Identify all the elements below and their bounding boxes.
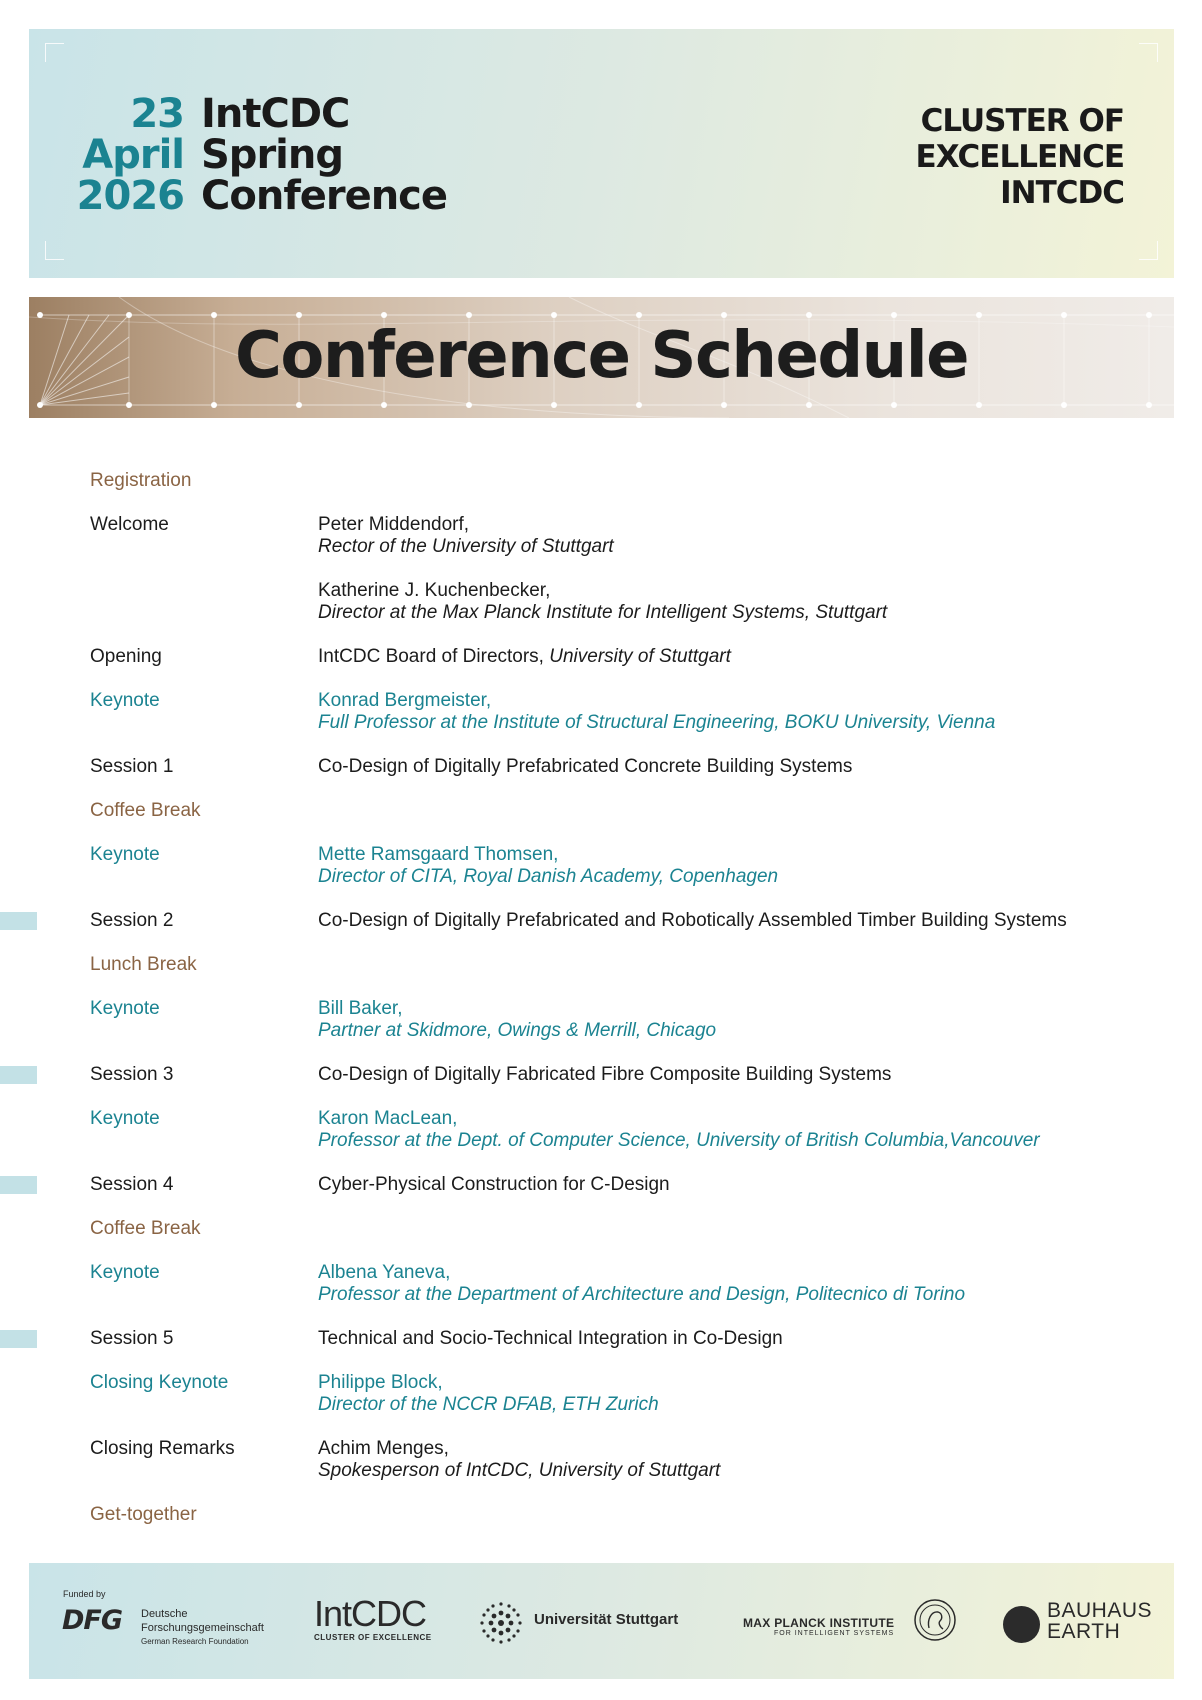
speaker-affiliation: Professor at the Department of Architecture and Design, Politecnico di Torino: [318, 1284, 966, 1305]
corner-mark: [1139, 43, 1158, 62]
session-title: Co-Design of Digitally Fabricated Fibre Composite Building Systems: [318, 1064, 892, 1085]
schedule-label: Coffee Break: [90, 800, 201, 821]
mpi-subtitle: FOR INTELLIGENT SYSTEMS: [774, 1630, 895, 1637]
schedule-row: [90, 800, 1150, 822]
speaker-name: Mette Ramsgaard Thomsen,: [318, 844, 559, 865]
schedule-row: [90, 910, 1150, 932]
conference-title-line: IntCDC: [201, 91, 350, 137]
corner-mark: [45, 241, 64, 260]
schedule-row: [90, 1504, 1150, 1526]
schedule-detail: [318, 1064, 1150, 1086]
schedule-row: [90, 998, 1150, 1042]
schedule-detail: [318, 954, 1150, 976]
schedule-label: Opening: [90, 646, 162, 667]
dfg-name-line: Deutsche: [141, 1608, 188, 1620]
schedule-detail: [318, 514, 1150, 624]
schedule-label: Keynote: [90, 1108, 160, 1129]
sponsor-footer: [29, 1563, 1174, 1679]
date-day: 23: [130, 91, 184, 137]
speaker-name: Peter Middendorf,: [318, 514, 470, 535]
date-year: 2026: [76, 173, 184, 219]
schedule-label: Lunch Break: [90, 954, 197, 975]
speaker-affiliation: Full Professor at the Institute of Structural Engineering, BOKU University, Vienna: [318, 712, 996, 733]
schedule-row: [90, 646, 1150, 668]
cluster-name-line: INTCDC: [1000, 175, 1124, 211]
session-title: Co-Design of Digitally Prefabricated and Robotically Assembled Timber Building Systems: [318, 910, 1067, 931]
schedule-label: Get-together: [90, 1504, 197, 1525]
opening-detail: [318, 646, 1150, 668]
page-title: Conference Schedule: [234, 319, 969, 393]
conference-title-line: Spring: [201, 132, 343, 178]
schedule-detail: [318, 1372, 1150, 1416]
schedule-row: [90, 470, 1150, 492]
schedule-detail: [318, 1108, 1150, 1152]
schedule-banner: [29, 297, 1174, 418]
dfg-logo: DFG: [62, 1605, 123, 1636]
funded-by-label: Funded by: [63, 1589, 106, 1599]
speaker-entry: [318, 844, 1150, 888]
schedule-label: Closing Remarks: [90, 1438, 235, 1459]
margin-tick-mark: [0, 1176, 37, 1194]
margin-tick-mark: [0, 1066, 37, 1084]
speaker-affiliation: Partner at Skidmore, Owings & Merrill, Chicago: [318, 1020, 717, 1041]
schedule-label: Session 5: [90, 1328, 174, 1349]
schedule-row: [90, 844, 1150, 888]
event-date: [76, 91, 184, 219]
speaker-entry: [318, 998, 1150, 1042]
intcdc-logo: IntCDC: [314, 1593, 427, 1634]
speaker-name: Achim Menges,: [318, 1438, 449, 1459]
corner-mark: [1139, 241, 1158, 260]
dfg-name-line: Forschungsgemeinschaft: [141, 1622, 264, 1634]
schedule-row: [90, 1262, 1150, 1306]
schedule-label: Closing Keynote: [90, 1372, 229, 1393]
speaker-name: Konrad Bergmeister,: [318, 690, 492, 711]
schedule-detail: [318, 1504, 1150, 1526]
header-banner: [29, 29, 1174, 278]
corner-mark: [45, 43, 64, 62]
schedule-row: [90, 1174, 1150, 1196]
schedule-row: [90, 756, 1150, 778]
schedule-label: Keynote: [90, 1262, 160, 1283]
speaker-affiliation: Spokesperson of IntCDC, University of Stuttgart: [318, 1460, 721, 1481]
schedule-row: [90, 1372, 1150, 1416]
bauhaus-earth-line: BAUHAUS: [1047, 1599, 1153, 1622]
bauhaus-earth-line: EARTH: [1047, 1620, 1121, 1643]
cluster-name-line: EXCELLENCE: [915, 139, 1124, 175]
margin-tick-mark: [0, 1330, 37, 1348]
speaker-entry: [318, 690, 1150, 734]
margin-tick-mark: [0, 912, 37, 930]
mpi-seal-icon: [913, 1598, 957, 1647]
speaker-name: Bill Baker,: [318, 998, 403, 1019]
conference-title-line: Conference: [201, 173, 448, 219]
schedule-label: Welcome: [90, 514, 169, 535]
speaker-affiliation: Director of CITA, Royal Danish Academy, Copenhagen: [318, 866, 779, 887]
schedule-row: [90, 514, 1150, 624]
schedule-label: Session 4: [90, 1174, 174, 1195]
schedule-label: Coffee Break: [90, 1218, 201, 1239]
bauhaus-earth-dot-icon: [1003, 1606, 1040, 1643]
mpi-name: MAX PLANCK INSTITUTE: [743, 1616, 895, 1630]
schedule-row: [90, 1438, 1150, 1482]
speaker-entry: [318, 1438, 1150, 1482]
schedule-label: Keynote: [90, 998, 160, 1019]
speaker-affiliation: Director of the NCCR DFAB, ETH Zurich: [318, 1394, 659, 1415]
date-month: April: [82, 132, 184, 178]
schedule-list: [90, 470, 1150, 1548]
schedule-detail: [318, 1174, 1150, 1196]
schedule-label: Session 1: [90, 756, 174, 777]
schedule-row: [90, 1328, 1150, 1350]
speaker-entry: [318, 1262, 1150, 1306]
cluster-name-line: CLUSTER OF: [920, 103, 1124, 139]
speaker-entry: [318, 1372, 1150, 1416]
speaker-entry: [318, 514, 1150, 558]
session-title: Cyber-Physical Construction for C-Design: [318, 1174, 670, 1195]
schedule-detail: [318, 1438, 1150, 1482]
speaker-name: Albena Yaneva,: [318, 1262, 451, 1283]
session-title: Technical and Socio-Technical Integration in Co-Design: [318, 1328, 783, 1349]
schedule-row: [90, 1108, 1150, 1152]
schedule-detail: [318, 800, 1150, 822]
schedule-label: Registration: [90, 470, 192, 491]
schedule-detail: [318, 998, 1150, 1042]
session-title: Co-Design of Digitally Prefabricated Concrete Building Systems: [318, 756, 853, 777]
speaker-name: Katherine J. Kuchenbecker,: [318, 580, 551, 601]
schedule-row: [90, 1064, 1150, 1086]
schedule-detail: [318, 1328, 1150, 1350]
dfg-name: [141, 1607, 264, 1635]
opening-name: IntCDC Board of Directors,: [318, 646, 544, 667]
schedule-detail: [318, 470, 1150, 492]
schedule-row: [90, 690, 1150, 734]
speaker-affiliation: Director at the Max Planck Institute for Intelligent Systems, Stuttgart: [318, 602, 888, 623]
speaker-entry: [318, 580, 1150, 624]
schedule-detail: [318, 690, 1150, 734]
schedule-detail: [318, 1218, 1150, 1240]
schedule-detail: [318, 756, 1150, 778]
schedule-row: [90, 954, 1150, 976]
schedule-row: [90, 1218, 1150, 1240]
dfg-english-name: German Research Foundation: [141, 1637, 249, 1646]
speaker-name: Philippe Block,: [318, 1372, 443, 1393]
cluster-name: [916, 103, 1124, 211]
schedule-detail: [318, 844, 1150, 888]
speaker-entry: [318, 1108, 1150, 1152]
bauhaus-earth-name: [1047, 1600, 1152, 1642]
schedule-label: Keynote: [90, 844, 160, 865]
schedule-label: Session 3: [90, 1064, 174, 1085]
schedule-detail: [318, 646, 1150, 668]
intcdc-logo-subtitle: CLUSTER OF EXCELLENCE: [314, 1633, 432, 1642]
schedule-detail: [318, 910, 1150, 932]
schedule-label: Session 2: [90, 910, 174, 931]
speaker-name: Karon MacLean,: [318, 1108, 458, 1129]
speaker-affiliation: Rector of the University of Stuttgart: [318, 536, 614, 557]
schedule-label: Keynote: [90, 690, 160, 711]
schedule-detail: [318, 1262, 1150, 1306]
opening-affiliation: University of Stuttgart: [549, 646, 731, 667]
university-dots-icon: [477, 1599, 525, 1652]
conference-title: [201, 91, 448, 219]
speaker-affiliation: Professor at the Dept. of Computer Science, University of British Columbia,Vancouver: [318, 1130, 1040, 1151]
university-name: Universität Stuttgart: [534, 1611, 679, 1628]
